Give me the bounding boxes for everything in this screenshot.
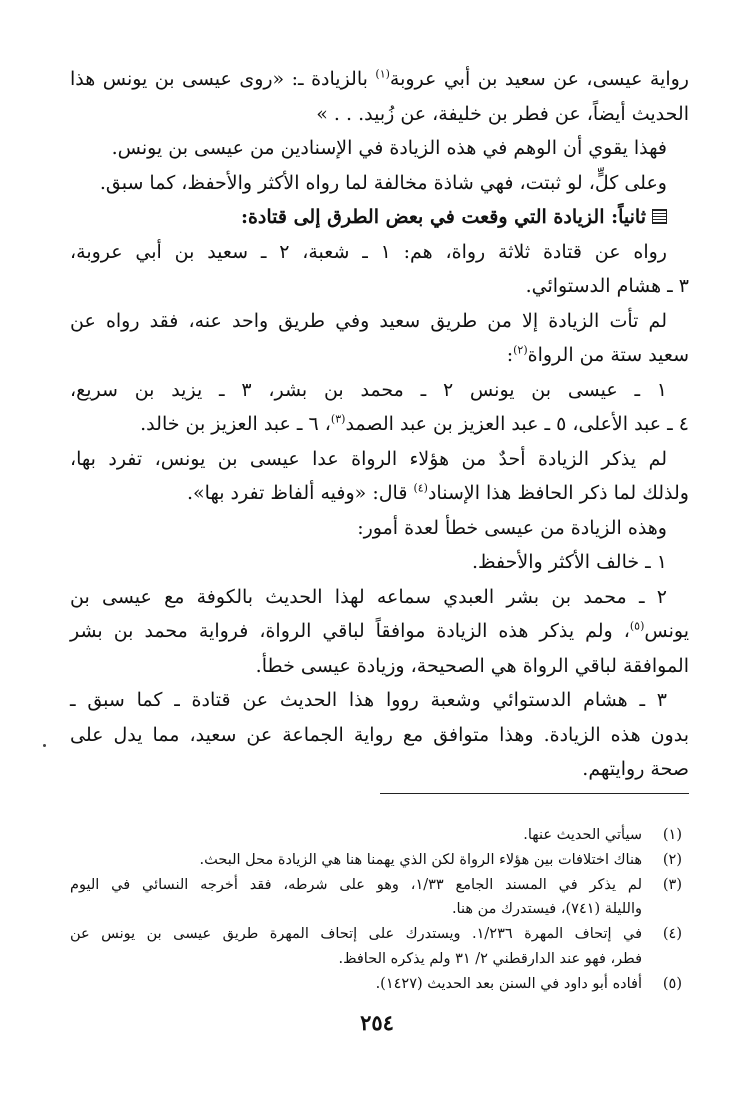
footnote-continuation [70, 947, 682, 972]
text-line: ٤ ـ عبد الأعلى، ٥ ـ عبد العزيز بن عبد الصمد$^{(٣)}$، ٦ ـ عبد العزيز بن خالد. [140, 412, 689, 435]
text-line: ١ ـ عيسى بن يونس ٢ ـ محمد بن بشر، ٣ ـ يزيد بن سريع، [70, 378, 667, 401]
text-line: وهذه الزيادة من عيسى خطأ لعدة أمور: [357, 516, 667, 539]
section-marker-icon [652, 209, 667, 224]
text-line: الحديث أيضاً، عن فطر بن خليفة، عن زُبيد. . . » [316, 102, 689, 125]
text-line: لم تأت الزيادة إلا من طريق سعيد وفي طريق واحد عنه، فقد رواه عن [70, 309, 667, 332]
footnote-separator [380, 793, 689, 794]
footnote-number: (١) [662, 827, 682, 843]
footnote [70, 972, 682, 997]
text-line: وعلى كلٍّ، لو ثبتت، فهي شاذة مخالفة لما رواه الأكثر والأحفظ، كما سبق. [99, 171, 667, 194]
footnote [70, 873, 682, 898]
text-line: رواه عن قتادة ثلاثة رواة، هم: ١ ـ شعبة، ٢ ـ سعيد بن أبي عروبة، [70, 240, 667, 263]
footnote-ref[interactable]: (٢) [513, 343, 528, 357]
text-line: ولذلك لما ذكر الحافظ هذا الإسناد$^{(٤)}$ قال: «وفيه ألفاظ تفرد بها». [186, 481, 689, 504]
footnote-ref[interactable]: (٥) [629, 619, 645, 633]
footnote-text: أفاده أبو داود في السنن بعد الحديث (١٤٢٧). [375, 975, 642, 992]
text-line: ٣ ـ هشام الدستوائي وشعبة رووا هذا الحديث عن قتادة ـ كما سبق ـ [70, 689, 667, 711]
text-line: فهذا يقوي أن الوهم في هذه الزيادة في الإسنادين من عيسى بن يونس. [111, 137, 667, 159]
text-line: بدون هذه الزيادة. وهذا متوافق مع رواية الجماعة عن سعيد، مما يدل على [70, 723, 689, 746]
text-line: صحة روايتهم. [582, 758, 689, 780]
footnote-text: لم يذكر في المسند الجامع ١/٣٣، وهو على شرطه، فقد أخرجه النسائي في اليوم [70, 876, 642, 893]
section-heading: ثانياً: الزيادة التي وقعت في بعض الطرق إلى قتادة: [70, 200, 689, 235]
footnote-text: في إتحاف المهرة ١/٢٣٦. ويستدرك على إتحاف المهرة طريق عيسى بن يونس عن [70, 926, 642, 943]
footnote-text: والليلة (٧٤١)، فيستدرك من هنا. [451, 901, 642, 918]
text-line: لم يذكر الزيادة أحدٌ من هؤلاء الرواة عدا عيسى بن يونس، تفرد بها، [70, 447, 667, 470]
text-line: ٢ ـ محمد بن بشر العبدي سماعه لهذا الحديث بالكوفة مع عيسى بن [70, 585, 667, 608]
margin-mark [43, 744, 46, 747]
footnote [70, 848, 682, 873]
footnote-ref[interactable]: (١) [375, 67, 390, 81]
footnote-number: (٥) [662, 975, 682, 992]
footnote-continuation [70, 897, 682, 922]
text-line: سعيد ستة من الرواة$^{(٢)}$: [506, 343, 689, 366]
footnote-ref[interactable]: (٣) [330, 412, 346, 426]
text-line: يونس$^{(٥)}$، ولم يذكر هذه الزيادة موافقاً لباقي الرواة، فرواية محمد بن بشر [70, 619, 689, 642]
footnote [70, 922, 682, 947]
footnote-text: سيأتي الحديث عنها. [523, 827, 642, 843]
page-number: ٢٥٤ [360, 1010, 394, 1035]
footnote-text: هناك اختلافات بين هؤلاء الرواة لكن الذي يهمنا هنا هي الزيادة محل البحث. [199, 851, 642, 868]
footnotes [70, 823, 682, 997]
text-line: الموافقة لباقي الرواة هي الصحيحة، وزيادة عيسى خطأ. [255, 654, 689, 677]
footnote-number: (٢) [662, 851, 682, 868]
footnote-number: (٣) [662, 876, 682, 893]
footnote [70, 823, 682, 848]
text-line: ١ ـ خالف الأكثر والأحفظ. [471, 551, 667, 573]
text-line: رواية عيسى، عن سعيد بن أبي عروبة$^{(١)}$ بالزيادة ـ: «روى عيسى بن يونس هذا [70, 67, 689, 90]
footnote-text: فطر، فهو عند الدارقطني ٢/ ٣١ ولم يذكره الحافظ. [338, 950, 642, 967]
text-line: ٣ ـ هشام الدستوائي. [525, 275, 689, 297]
footnote-ref[interactable]: (٤) [413, 481, 428, 495]
footnote-number: (٤) [662, 926, 682, 943]
main-text [70, 62, 689, 787]
